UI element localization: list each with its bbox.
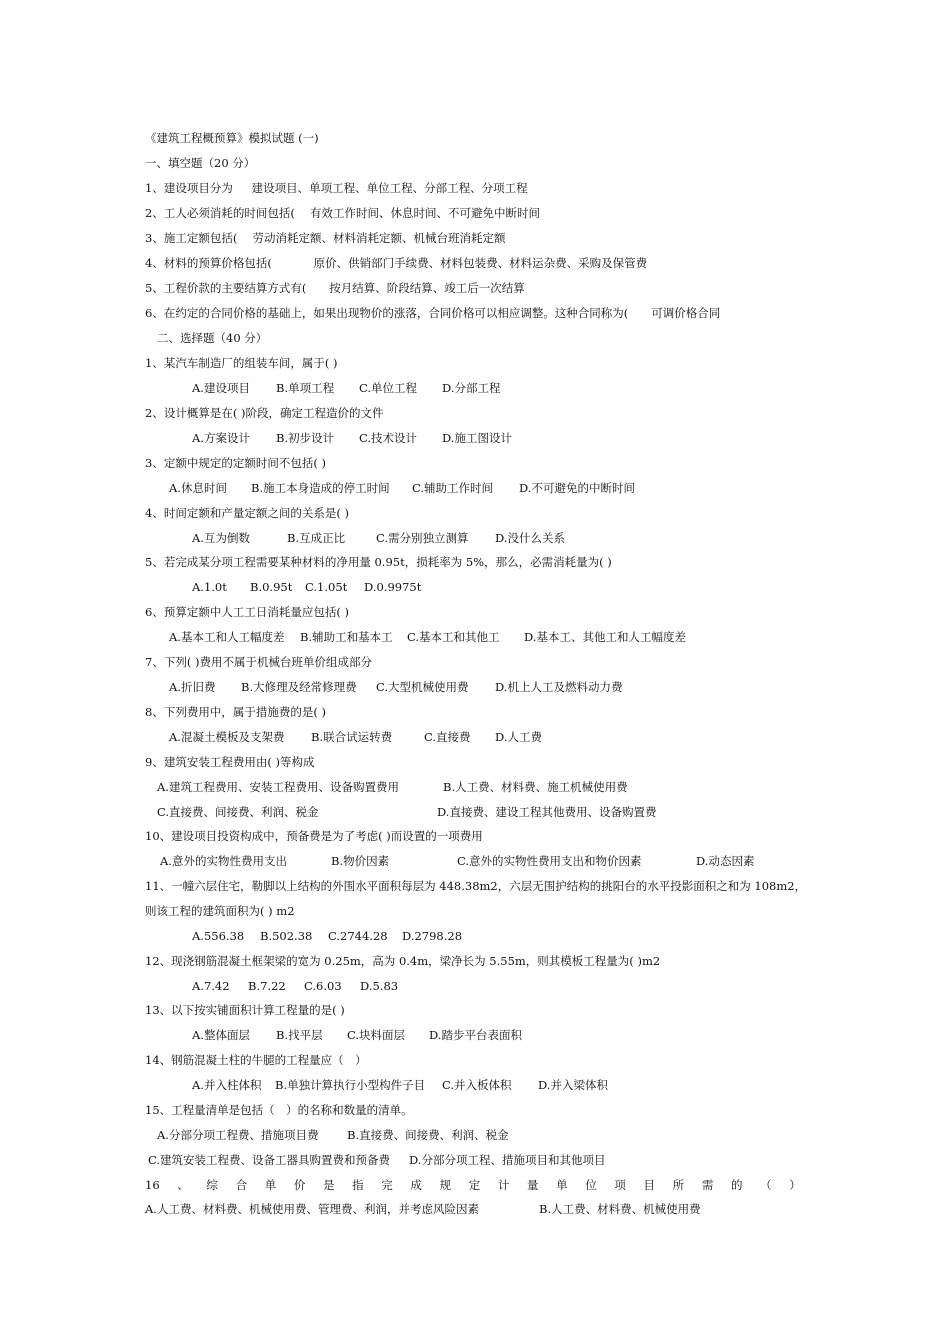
question-11-option-b: B.502.38 (260, 929, 313, 943)
question-11-stem-continued: 则该工程的建筑面积为( ) m2 (145, 904, 295, 918)
question-16-stem-part: 价 (293, 1178, 306, 1192)
question-1-option-d: D.分部工程 (442, 381, 501, 395)
question-16-stem-part: 需 (701, 1178, 714, 1192)
fill-blank-item-5: 5、工程价款的主要结算方式有( 按月结算、阶段结算、竣工后一次结算 (145, 281, 525, 295)
question-5-option-b: B.0.95t (250, 580, 293, 594)
question-9-option-d: D.直接费、建设工程其他费用、设备购置费 (437, 805, 657, 819)
question-16-stem-part: 合 (235, 1178, 248, 1192)
question-6-option-a: A.基本工和人工幅度差 (169, 630, 285, 644)
question-1-option-b: B.单项工程 (276, 381, 335, 395)
question-3-option-a: A.休息时间 (169, 481, 227, 495)
question-7-option-b: B.大修理及经常修理费 (241, 680, 357, 694)
question-12-option-a: A.7.42 (192, 979, 230, 993)
fill-blank-item-4: 4、材料的预算价格包括( 原价、供销部门手续费、材料包装费、材料运杂费、采购及保管费 (145, 256, 648, 270)
question-13-option-d: D.踏步平台表面积 (429, 1028, 522, 1042)
question-16-stem-part: 指 (352, 1178, 364, 1192)
question-16-stem-part: 计 (497, 1178, 510, 1192)
question-15-option-a: A.分部分项工程费、措施项目费 (157, 1128, 319, 1142)
question-8-option-d: D.人工费 (495, 730, 542, 744)
question-6-stem: 6、预算定额中人工工日消耗量应包括( ) (145, 605, 349, 619)
question-4-option-c: C.需分别独立测算 (376, 531, 469, 545)
question-16-option-b: B.人工费、材料费、机械使用费 (539, 1202, 701, 1216)
question-3-stem: 3、定额中规定的定额时间不包括( ) (145, 456, 326, 470)
question-7-stem: 7、下列( )费用不属于机械台班单价组成部分 (145, 655, 372, 669)
question-14-option-b: B.单独计算执行小型构件子目 (275, 1078, 426, 1092)
question-4-option-b: B.互成正比 (287, 531, 346, 545)
question-2-option-a: A.方案设计 (192, 431, 250, 445)
question-8-option-a: A.混凝土模板及支架费 (169, 730, 285, 744)
question-16-stem-part: 单 (264, 1178, 277, 1192)
question-5-stem: 5、若完成某分项工程需要某种材料的净用量 0.95t，损耗率为 5%，那么，必需消耗量为( ) (145, 555, 612, 569)
question-2-option-b: B.初步设计 (276, 431, 335, 445)
question-8-option-b: B.联合试运转费 (311, 730, 393, 744)
question-16-stem-part: 的 (730, 1178, 743, 1192)
question-13-stem: 13、以下按实铺面积计算工程量的是( ) (145, 1003, 345, 1017)
question-16-option-a: A.人工费、材料费、机械使用费、管理费、利润，并考虑风险因素 (145, 1202, 479, 1216)
question-16-stem-part: （ (760, 1178, 772, 1192)
question-10-option-a: A.意外的实物性费用支出 (160, 854, 287, 868)
question-7-option-d: D.机上人工及燃料动力费 (495, 680, 623, 694)
question-6-option-d: D.基本工、其他工和人工幅度差 (524, 630, 686, 644)
question-13-option-c: C.块料面层 (347, 1028, 406, 1042)
question-2-option-c: C.技术设计 (359, 431, 418, 445)
question-14-stem: 14、钢筋混凝土柱的牛腿的工程量应（ ） (145, 1053, 367, 1067)
question-16-stem-part: 位 (585, 1178, 597, 1192)
question-15-stem: 15、工程量清单是包括（ ）的名称和数量的清单。 (145, 1103, 413, 1117)
question-14-option-c: C.并入板体积 (442, 1078, 512, 1092)
question-16-stem-part: 是 (322, 1178, 335, 1192)
question-15-option-d: D.分部分项工程、措施项目和其他项目 (409, 1153, 606, 1167)
question-1-stem: 1、某汽车制造厂的组装车间，属于( ) (145, 356, 338, 370)
question-16-stem-part: 所 (672, 1178, 685, 1192)
section-heading-choice: 二、选择题（40 分） (157, 331, 268, 345)
question-3-option-b: B.施工本身造成的停工时间 (251, 481, 390, 495)
question-11-stem: 11、一幢六层住宅，勒脚以上结构的外围水平面积每层为 448.38m2，六层无围护结构的挑阳台的水平投影面积之和为 108m2， (145, 879, 807, 893)
question-9-option-a: A.建筑工程费用、安装工程费用、设备购置费用 (157, 780, 399, 794)
question-10-option-d: D.动态因素 (696, 854, 755, 868)
question-11-option-d: D.2798.28 (402, 929, 463, 943)
question-16-stem-part: 、 (177, 1178, 189, 1192)
question-2-stem: 2、设计概算是在( )阶段，确定工程造价的文件 (145, 406, 384, 420)
question-3-option-c: C.辅助工作时间 (412, 481, 494, 495)
question-2-option-d: D.施工图设计 (442, 431, 512, 445)
question-12-option-d: D.5.83 (360, 979, 399, 993)
question-1-option-a: A.建设项目 (192, 381, 250, 395)
question-16-stem-part: 成 (410, 1178, 422, 1192)
fill-blank-item-2: 2、工人必须消耗的时间包括( 有效工作时间、休息时间、不可避免中断时间 (145, 206, 540, 220)
question-16-stem-part: 目 (643, 1178, 656, 1192)
question-6-option-c: C.基本工和其他工 (407, 630, 500, 644)
question-16-stem-part: 规 (439, 1178, 452, 1192)
question-8-option-c: C.直接费 (424, 730, 471, 744)
question-16-stem (145, 1177, 801, 1193)
fill-blank-item-1: 1、建设项目分为 建设项目、单项工程、单位工程、分部工程、分项工程 (145, 181, 528, 195)
question-7-option-a: A.折旧费 (169, 680, 216, 694)
question-4-option-d: D.没什么关系 (495, 531, 565, 545)
question-16-stem-part: 项 (614, 1178, 626, 1192)
question-11-option-c: C.2744.28 (328, 929, 388, 943)
question-12-stem: 12、现浇钢筋混凝土框架梁的宽为 0.25m，高为 0.4m，梁净长为 5.55m，则其模板工程量为( )m2 (145, 954, 661, 968)
question-14-option-a: A.并入柱体积 (192, 1078, 262, 1092)
question-4-stem: 4、时间定额和产量定额之间的关系是( ) (145, 506, 349, 520)
question-9-option-c: C.直接费、间接费、利润、税金 (157, 805, 319, 819)
question-12-option-c: C.6.03 (304, 979, 342, 993)
question-14-option-d: D.并入梁体积 (538, 1078, 608, 1092)
question-16-stem-part: 量 (526, 1178, 539, 1192)
question-13-option-b: B.找平层 (276, 1028, 323, 1042)
question-5-option-c: C.1.05t (305, 580, 348, 594)
question-10-stem: 10、建设项目投资构成中，预备费是为了考虑( )而设置的一项费用 (145, 829, 483, 843)
question-16-stem-part: 16 (145, 1178, 160, 1192)
question-15-option-c: C.建筑安装工程费、设备工器具购置费和预备费 (148, 1153, 391, 1167)
fill-blank-item-3: 3、施工定额包括( 劳动消耗定额、材料消耗定额、机械台班消耗定额 (145, 231, 506, 245)
question-5-option-a: A.1.0t (192, 580, 227, 594)
question-16-stem-part: 完 (381, 1178, 393, 1192)
question-5-option-d: D.0.9975t (364, 580, 422, 594)
question-8-stem: 8、下列费用中，属于措施费的是( ) (145, 705, 326, 719)
question-13-option-a: A.整体面层 (192, 1028, 250, 1042)
question-9-option-b: B.人工费、材料费、施工机械使用费 (443, 780, 628, 794)
question-1-option-c: C.单位工程 (359, 381, 418, 395)
question-10-option-c: C.意外的实物性费用支出和物价因素 (457, 854, 642, 868)
question-12-option-b: B.7.22 (248, 979, 286, 993)
question-10-option-b: B.物价因素 (331, 854, 390, 868)
question-15-option-b: B.直接费、间接费、利润、税金 (347, 1128, 509, 1142)
question-4-option-a: A.互为倒数 (192, 531, 250, 545)
question-3-option-d: D.不可避免的中断时间 (519, 481, 635, 495)
question-9-stem: 9、建筑安装工程费用由( )等构成 (145, 755, 315, 769)
question-16-stem-part: 综 (206, 1178, 218, 1192)
question-16-stem-part: 定 (468, 1178, 481, 1192)
question-7-option-c: C.大型机械使用费 (376, 680, 469, 694)
question-16-stem-part: 单 (556, 1178, 568, 1192)
section-heading-fill-blank: 一、填空题（20 分） (145, 156, 256, 170)
question-6-option-b: B.辅助工和基本工 (300, 630, 393, 644)
question-11-option-a: A.556.38 (192, 929, 245, 943)
document-title: 《建筑工程概预算》模拟试题 (一) (145, 131, 319, 145)
fill-blank-item-6: 6、在约定的合同价格的基础上，如果出现物价的涨落，合同价格可以相应调整。这种合同称为( 可调价格合同 (145, 306, 721, 320)
question-16-stem-part: ） (789, 1178, 801, 1192)
